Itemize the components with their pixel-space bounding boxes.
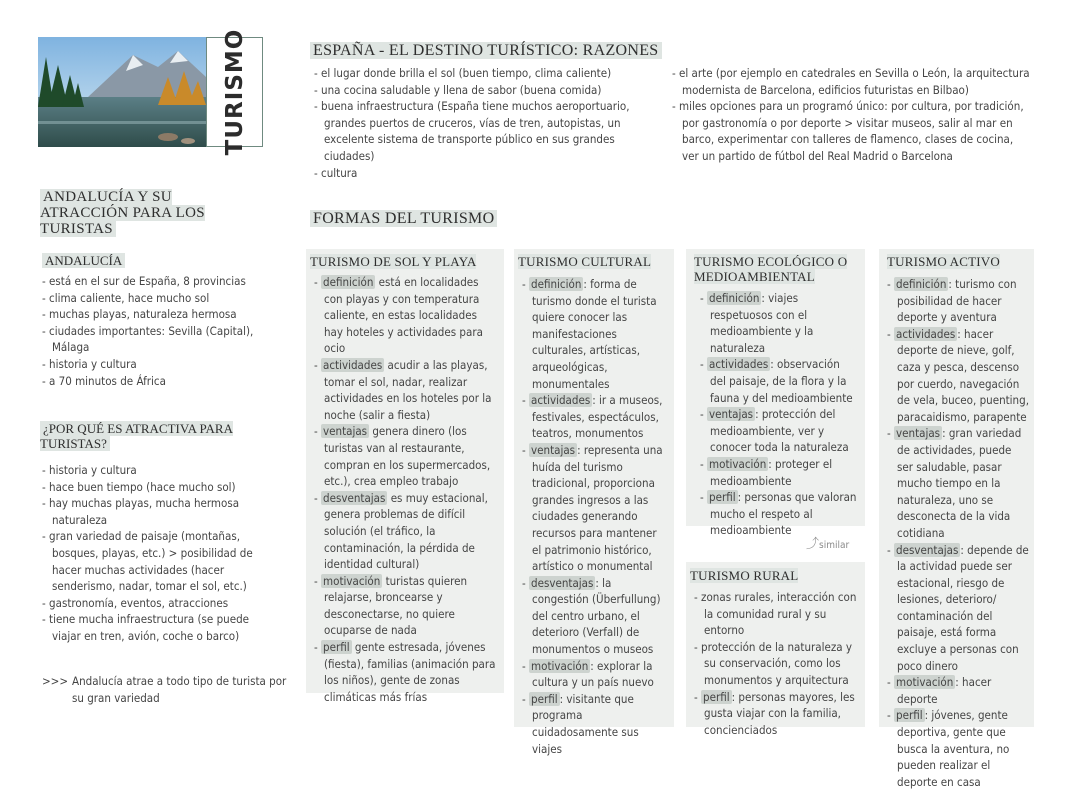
landscape-illustration <box>38 37 206 147</box>
entry-motivacion: - motivación turistas quieren relajarse, broncearse y desconectarse, no quiere ocuparse de nada <box>314 573 496 639</box>
turismo-badge-text: TURISMO <box>221 28 248 156</box>
list-item: - historia y cultura <box>42 462 270 479</box>
list-item: - a 70 minutos de África <box>42 373 267 390</box>
entry-definicion: - definición está en localidades con playas y con temperatura caliente, en estas localidades hay hoteles y actividades para ocio <box>314 274 496 357</box>
entry-perfil: - perfil : jóvenes, gente deportiva, gente que busca la aventura, no pueden realizar el deporte en casa <box>887 707 1030 790</box>
entry-definicion: - definición : turismo con posibilidad de hacer deporte y aventura <box>887 276 1030 326</box>
panel-title: TURISMO ACTIVO <box>887 254 1000 269</box>
list-item: - gran variedad de paisaje (montañas, bosques, playas, etc.) > posibilidad de hacer muchas actividades (hacer senderismo, nadar, tomar el sol, etc.) <box>42 528 270 594</box>
entry-motivacion: - motivación : proteger el medioambiente <box>700 456 857 489</box>
list-item: - una cocina saludable y llena de sabor (buena comida) <box>314 82 644 99</box>
panel-title: TURISMO DE SOL Y PLAYA <box>310 254 477 269</box>
entry-desventajas: - desventajas : la congestión (Überfullung) del centro urbano, el deterioro (Verfall) de monumentos o museos <box>522 575 666 658</box>
panel-sol-playa <box>306 249 504 704</box>
curved-arrow-icon: ⤴ <box>806 537 820 552</box>
why-attractive-list <box>42 462 270 645</box>
entry-ventajas: - ventajas genera dinero (los turistas van al restaurante, compran en los supermercados, etc.), crea empleo trabajo <box>314 423 496 489</box>
entry-perfil: - perfil : personas mayores, les gusta viajar con la familia, concienciados <box>694 689 859 739</box>
entry-actividades: - actividades : hacer deporte de nieve, golf, caza y pesca, descenso por cuerdo, navegación de vela, buceo, puenting, paracaidismo, parapente <box>887 326 1030 426</box>
panel-title: TURISMO CULTURAL <box>518 254 652 269</box>
list-item: - hace buen tiempo (hace mucho sol) <box>42 479 270 496</box>
entry-desventajas: - desventajas : depende de la actividad puede ser estacional, riesgo de lesiones, deterioro/ contaminación del paisaje, está forma excluye a personas con poco dinero <box>887 542 1030 675</box>
entry-definicion: - definición : viajes respetuosos con el medioambiente y la naturaleza <box>700 290 857 356</box>
reasons-right-list <box>672 65 1032 165</box>
list-item: - tiene mucha infraestructura (se puede viajar en tren, avión, coche o barco) <box>42 611 270 644</box>
list-item: - cultura <box>314 165 644 182</box>
panel-title: TURISMO ECOLÓGICO O MEDIOAMBIENTAL <box>694 254 848 284</box>
list-item: - miles opciones para un programó único: por cultura, por tradición, por gastronomía o por deporte > visitar museos, salir al mar en barco, experimentar con talleres de flamenco, clases de cocina, ver un partido de fútbol del Real Madrid o Barcelona <box>672 98 1032 164</box>
entry-motivacion: - motivación : hacer deporte <box>887 674 1030 707</box>
panel-ecologico <box>686 249 865 538</box>
panel-rural <box>686 562 865 737</box>
entry-ventajas: - ventajas : representa una huída del turismo tradicional, proporciona grandes ingresos a las ciudades generando recursos para mantener el patrimonio histórico, artístico o monumental <box>522 442 666 575</box>
panel-body <box>700 290 857 539</box>
panel-title: TURISMO RURAL <box>690 568 799 583</box>
entry-ventajas: - ventajas : protección del medioambiente, ver y conocer toda la naturaleza <box>700 406 857 456</box>
entry-ventajas: - ventajas : gran variedad de actividades, puede ser saludable, pasar mucho tiempo en la naturaleza, uno se desconecta de la vida cotidiana <box>887 425 1030 541</box>
entry-perfil: - perfil gente estresada, jóvenes (fiesta), familias (animación para los niños), gente de zonas climáticas más frías <box>314 639 496 705</box>
entry-definicion: - definición : forma de turismo donde el turista quiere conocer las manifestaciones culturales, artísticas, arqueológicas, monumentales <box>522 276 666 392</box>
andalucia-title: ANDALUCÍA Y SU ATRACCIÓN PARA LOS TURISTAS <box>40 189 205 237</box>
list-item: - buena infraestructura (España tiene muchos aeroportuario, grandes puertos de cruceros, vías de tren, autopistas, un excelente sistema de transporte público en sus grandes ciudades) <box>314 98 644 164</box>
similar-note: ⤴similar <box>806 537 850 552</box>
list-item: - ciudades importantes: Sevilla (Capital), Málaga <box>42 323 267 356</box>
entry-motivacion: - motivación : explorar la cultura y un país nuevo <box>522 658 666 691</box>
list-item: - el arte (por ejemplo en catedrales en Sevilla o León, la arquitectura modernista de Barcelona, edificios futuristas en Bilbao) <box>672 65 1032 98</box>
header-image <box>38 37 206 147</box>
panel-body <box>314 274 496 705</box>
page-title: ESPAÑA - EL DESTINO TURÍSTICO: RAZONES <box>310 42 662 60</box>
rural-item: - protección de la naturaleza y su conservación, como los monumentos y arquitectura <box>694 639 859 689</box>
reasons-left-list <box>314 65 644 181</box>
panel-cultural <box>514 249 674 756</box>
list-item: - está en el sur de España, 8 provincias <box>42 273 267 290</box>
entry-actividades: - actividades : observación del paisaje, de la flora y la fauna y del medioambiente <box>700 356 857 406</box>
why-attractive-title: ¿POR QUÉ ES ATRACTIVA PARA TURISTAS? <box>40 421 233 451</box>
entry-perfil: - perfil : visitante que programa cuidadosamente sus viajes <box>522 691 666 757</box>
entry-perfil: - perfil : personas que valoran mucho el respeto al medioambiente <box>700 489 857 539</box>
list-item: - muchas playas, naturaleza hermosa <box>42 306 267 323</box>
entry-actividades: - actividades acudir a las playas, tomar el sol, nadar, realizar actividades en los hoteles por la noche (salir a fiesta) <box>314 357 496 423</box>
andalucia-facts-list <box>42 273 267 389</box>
turismo-badge <box>206 28 263 156</box>
list-item: - clima caliente, hace mucho sol <box>42 290 267 307</box>
formas-title: FORMAS DEL TURISMO <box>310 210 497 228</box>
entry-desventajas: - desventajas es muy estacional, genera problemas de difícil solución (el tráfico, la contaminación, la pérdida de identidad cultural) <box>314 490 496 573</box>
entry-actividades: - actividades : ir a museos, festivales, espectáculos, teatros, monumentos <box>522 392 666 442</box>
list-item: - hay muchas playas, mucha hermosa naturaleza <box>42 495 270 528</box>
panel-body <box>887 276 1030 790</box>
andalucia-conclusion: >>> Andalucía atrae a todo tipo de turista por su gran variedad <box>42 674 287 705</box>
panel-body <box>522 276 666 757</box>
list-item: - historia y cultura <box>42 356 267 373</box>
list-item: - gastronomía, eventos, atracciones <box>42 595 270 612</box>
list-item: - el lugar donde brilla el sol (buen tiempo, clima caliente) <box>314 65 644 82</box>
andalucia-subtitle: ANDALUCÍA <box>42 253 125 269</box>
panel-activo <box>879 249 1034 789</box>
rural-item: - zonas rurales, interacción con la comunidad rural y su entorno <box>694 589 859 639</box>
panel-body <box>694 589 859 738</box>
